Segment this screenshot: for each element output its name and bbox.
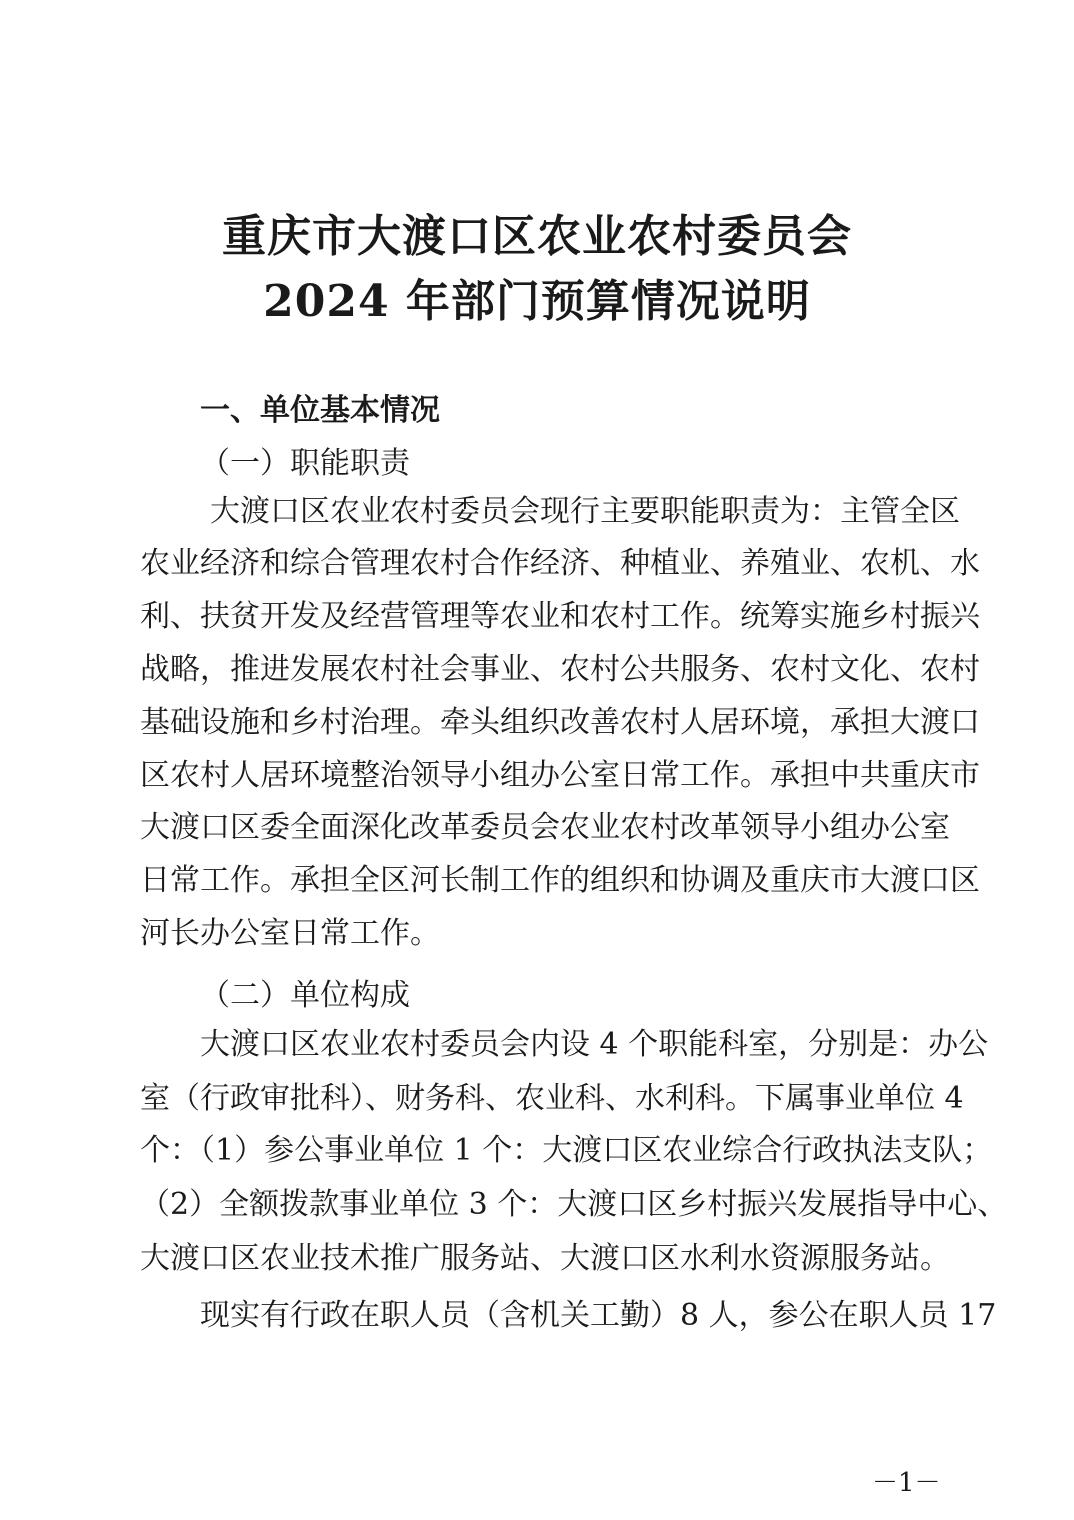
paragraph-line: 室（行政审批科）、财务科、农业科、水利科。下属事业单位 4 xyxy=(140,1081,964,1116)
paragraph-line: 现实有行政在职人员（含机关工勤）8 人，参公在职人员 17 xyxy=(200,1298,997,1333)
subsection-heading-functions: （一）职能职责 xyxy=(200,446,410,481)
document-title-line-2: 2024 年部门预算情况说明 xyxy=(263,276,811,327)
section-heading-basic-info: 一、单位基本情况 xyxy=(200,393,440,428)
paragraph-line: 战略，推进发展农村社会事业、农村公共服务、农村文化、农村 xyxy=(140,652,980,687)
paragraph-line: 日常工作。承担全区河长制工作的组织和协调及重庆市大渡口区 xyxy=(140,863,980,898)
paragraph-line: 利、扶贫开发及经营管理等农业和农村工作。统筹实施乡村振兴 xyxy=(140,599,980,634)
paragraph-line: 大渡口区农业农村委员会内设 4 个职能科室，分别是：办公 xyxy=(200,1027,989,1062)
paragraph-line: （2）全额拨款事业单位 3 个：大渡口区乡村振兴发展指导中心、 xyxy=(140,1187,1008,1222)
document-title-line-1: 重庆市大渡口区农业农村委员会 xyxy=(222,211,852,262)
paragraph-line: 大渡口区农业技术推广服务站、大渡口区水利水资源服务站。 xyxy=(140,1241,950,1276)
paragraph-line: 基础设施和乡村治理。牵头组织改善农村人居环境，承担大渡口 xyxy=(140,705,980,740)
paragraph-line: 大渡口区委全面深化改革委员会农业农村改革领导小组办公室 xyxy=(140,810,950,845)
page-number: －1－ xyxy=(872,1468,941,1498)
paragraph-line: 农业经济和综合管理农村合作经济、种植业、养殖业、农机、水 xyxy=(140,546,980,581)
paragraph-line: 大渡口区农业农村委员会现行主要职能职责为：主管全区 xyxy=(210,494,960,529)
paragraph-line: 河长办公室日常工作。 xyxy=(140,916,440,951)
paragraph-line: 个：（1）参公事业单位 1 个：大渡口区农业综合行政执法支队； xyxy=(140,1133,993,1168)
subsection-heading-composition: （二）单位构成 xyxy=(200,978,410,1013)
paragraph-line: 区农村人居环境整治领导小组办公室日常工作。承担中共重庆市 xyxy=(140,758,980,793)
